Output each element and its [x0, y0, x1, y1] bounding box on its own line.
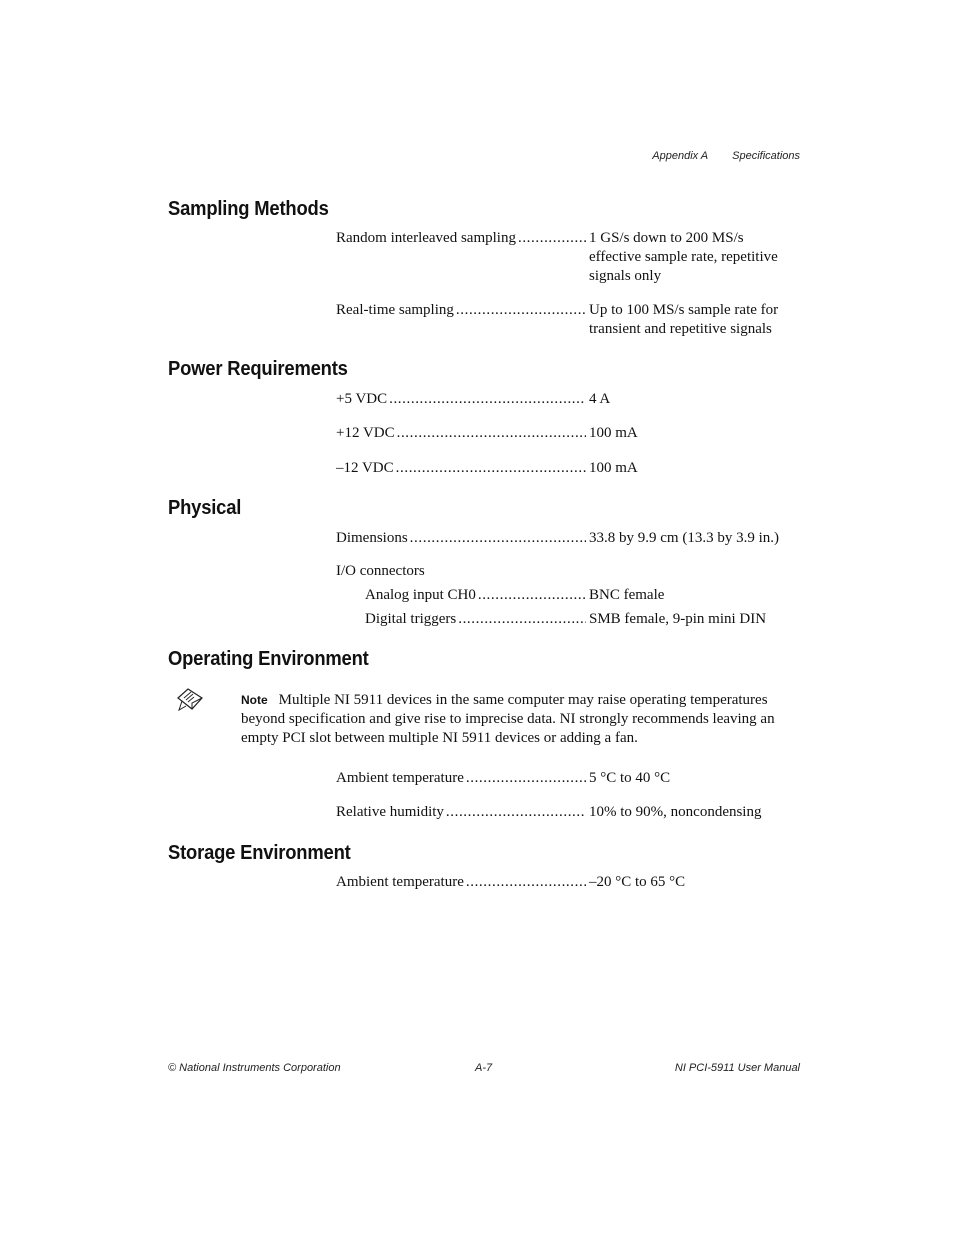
header-section: Specifications — [732, 150, 800, 162]
spec-value-line: Up to 100 MS/s sample rate for — [589, 302, 779, 318]
spec-value: 100 mA — [589, 425, 638, 441]
spec-label: –12 VDC — [336, 460, 394, 476]
spec-value-line: transient and repetitive signals — [589, 321, 772, 337]
spec-value: SMB female, 9-pin mini DIN — [589, 611, 767, 627]
dot-leader — [466, 769, 586, 788]
spec-label: +12 VDC — [336, 425, 395, 441]
spec-value-line: effective sample rate, repetitive — [589, 249, 778, 265]
dot-leader — [478, 586, 586, 605]
running-header — [652, 150, 800, 162]
spec-label: Real-time sampling — [336, 302, 454, 318]
header-appendix: Appendix A — [652, 150, 709, 162]
dot-leader — [410, 529, 586, 548]
spec-label: +5 VDC — [336, 391, 388, 407]
dot-leader — [397, 424, 586, 443]
spec-label: Relative humidity — [336, 804, 444, 820]
spec-value-line: signals only — [589, 268, 662, 284]
dot-leader — [396, 459, 586, 478]
footer-page-number: A-7 — [475, 1062, 493, 1074]
note-paragraph — [241, 691, 801, 748]
section-title-sampling: Sampling Methods — [168, 198, 329, 220]
footer-copyright: © National Instruments Corporation — [168, 1062, 341, 1074]
spec-label: Ambient temperature — [336, 770, 464, 786]
dot-leader — [466, 873, 586, 892]
spec-value: 5 °C to 40 °C — [589, 770, 671, 786]
spec-value: –20 °C to 65 °C — [589, 874, 686, 890]
spec-value: BNC female — [589, 587, 665, 603]
spec-value — [589, 229, 804, 286]
note-pencil-icon — [176, 686, 204, 712]
dot-leader — [456, 301, 586, 320]
spec-label: Dimensions — [336, 530, 408, 546]
spec-value: 33.8 by 9.9 cm (13.3 by 3.9 in.) — [589, 530, 779, 546]
section-title-storage: Storage Environment — [168, 842, 351, 864]
note-text: Multiple NI 5911 devices in the same computer may raise operating temperatures beyond specification and give rise to imprecise data. NI strongly recommends leaving an empty PCI slot between multiple NI 5911 devices or adding a fan. — [241, 692, 775, 746]
dot-leader — [446, 803, 586, 822]
section-title-operating: Operating Environment — [168, 648, 369, 670]
io-connectors-label: I/O connectors — [336, 563, 425, 579]
spec-value: 100 mA — [589, 460, 638, 476]
dot-leader — [518, 229, 586, 248]
section-title-physical: Physical — [168, 497, 242, 519]
dot-leader — [458, 610, 586, 629]
footer-manual-title: NI PCI-5911 User Manual — [674, 1062, 800, 1074]
spec-value — [589, 301, 804, 339]
spec-label: Ambient temperature — [336, 874, 464, 890]
spec-value: 4 A — [589, 391, 611, 407]
spec-value: 10% to 90%, noncondensing — [589, 804, 762, 820]
spec-value-line: 1 GS/s down to 200 MS/s — [589, 230, 744, 246]
spec-label: Random interleaved sampling — [336, 230, 516, 246]
note-label: Note — [241, 693, 268, 707]
dot-leader — [389, 390, 586, 409]
section-title-power: Power Requirements — [168, 358, 348, 380]
spec-label: Digital triggers — [365, 611, 457, 627]
spec-label: Analog input CH0 — [365, 587, 476, 603]
